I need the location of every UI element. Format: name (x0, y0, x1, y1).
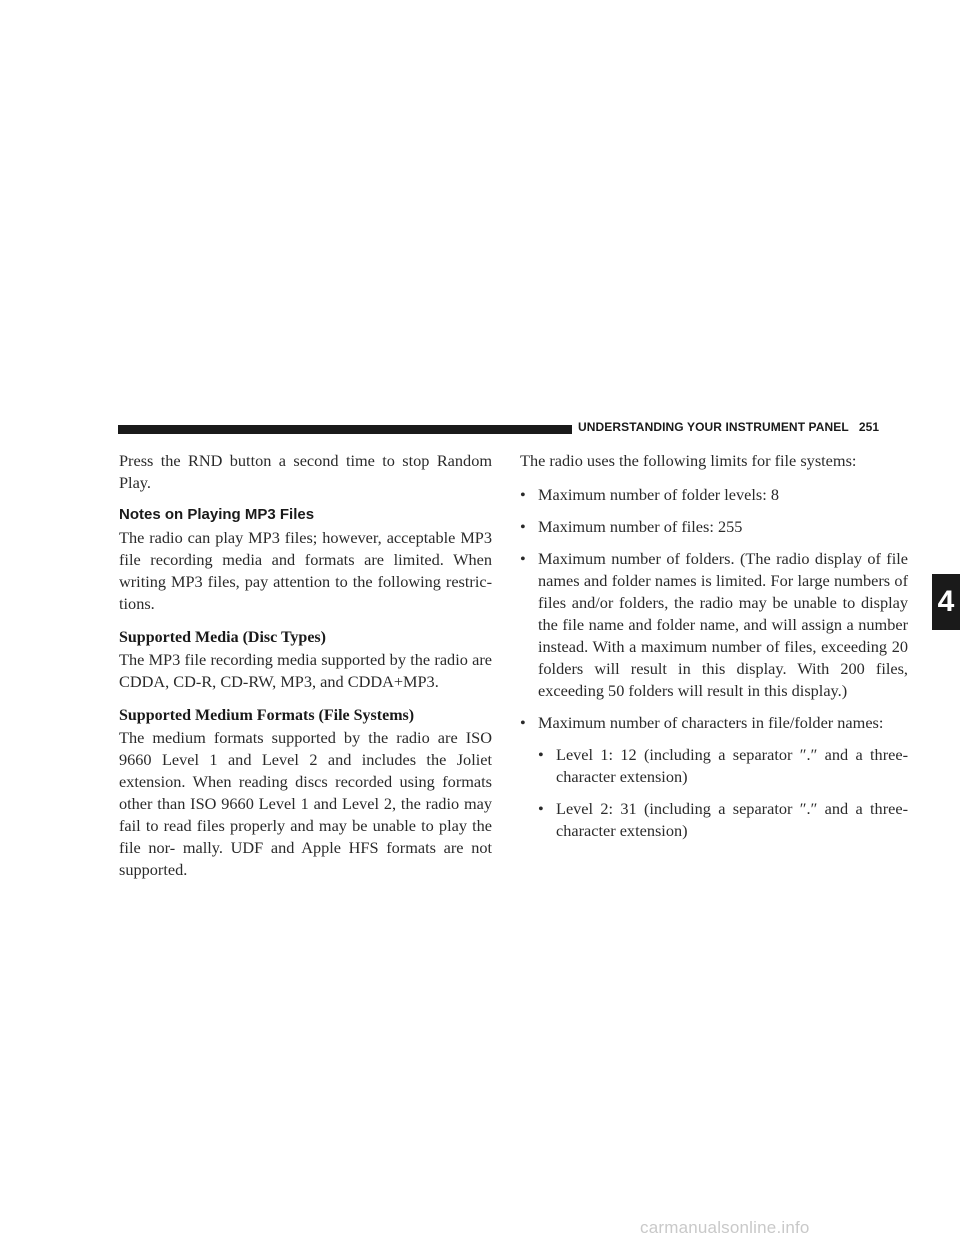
list-item (520, 516, 908, 538)
bullet-icon: • (520, 517, 526, 536)
media-body: The MP3 file recording media supported by the radio are CDDA, CD-R, CD-RW, MP3, and CDDA+MP3. (119, 650, 492, 691)
bullet-icon: • (538, 745, 544, 764)
bullet-icon: • (520, 549, 526, 568)
bullet-icon: • (520, 485, 526, 504)
sub-list (538, 744, 908, 842)
right-column (520, 450, 908, 852)
list-item (520, 712, 908, 842)
header-title: UNDERSTANDING YOUR INSTRUMENT PANEL (578, 420, 849, 434)
intro-paragraph: Press the RND button a second time to stop Random Play. (119, 451, 492, 492)
watermark: carmanualsonline.info (640, 1218, 810, 1237)
list-item (520, 548, 908, 702)
limits-intro: The radio uses the following limits for file systems: (520, 451, 857, 470)
media-heading: Supported Media (Disc Types) (119, 629, 326, 646)
sub-list-item-text: Level 2: 31 (including a separator ″.″ and a three- character extension) (556, 799, 908, 840)
left-column (119, 450, 492, 881)
limits-list (520, 484, 908, 842)
list-item-text: Maximum number of folders. (The radio display of file names and folder names is limited. For large numbers of files and/or folders, the radio may be unable to display the file name and folder name, and will assign a number instead. With a maximum number of files, exceeding 20 folders will result in this display. With 200 files, exceeding 50 folders will result in this display.) (538, 549, 908, 700)
list-item-text: Maximum number of characters in file/folder names: (538, 713, 884, 732)
formats-heading: Supported Medium Formats (File Systems) (119, 707, 415, 724)
header-rule (118, 425, 572, 434)
list-item-text: Maximum number of files: 255 (538, 517, 743, 536)
sub-list-item (538, 798, 908, 842)
running-header (578, 420, 908, 434)
list-item-text: Maximum number of folder levels: 8 (538, 485, 779, 504)
sub-list-item (538, 744, 908, 788)
formats-body: The medium formats supported by the radio are ISO 9660 Level 1 and Level 2 and includes the Joliet extension. When reading discs recorded using formats other than ISO 9660 Level 1 and Level 2, the radio may fail to read files properly and may be unable to play the file nor- mally. UDF and Apple HFS formats are not supported. (119, 728, 492, 879)
section-body: The radio can play MP3 files; however, acceptable MP3 file recording media and formats are limited. When writing MP3 files, pay attention to the following restric- tions. (119, 528, 492, 613)
bullet-icon: • (538, 799, 544, 818)
section-heading: Notes on Playing MP3 Files (119, 506, 315, 523)
list-item (520, 484, 908, 506)
page-number: 251 (858, 420, 880, 434)
bullet-icon: • (520, 713, 526, 732)
sub-list-item-text: Level 1: 12 (including a separator ″.″ and a three- character extension) (556, 745, 908, 786)
chapter-tab: 4 (932, 574, 960, 630)
